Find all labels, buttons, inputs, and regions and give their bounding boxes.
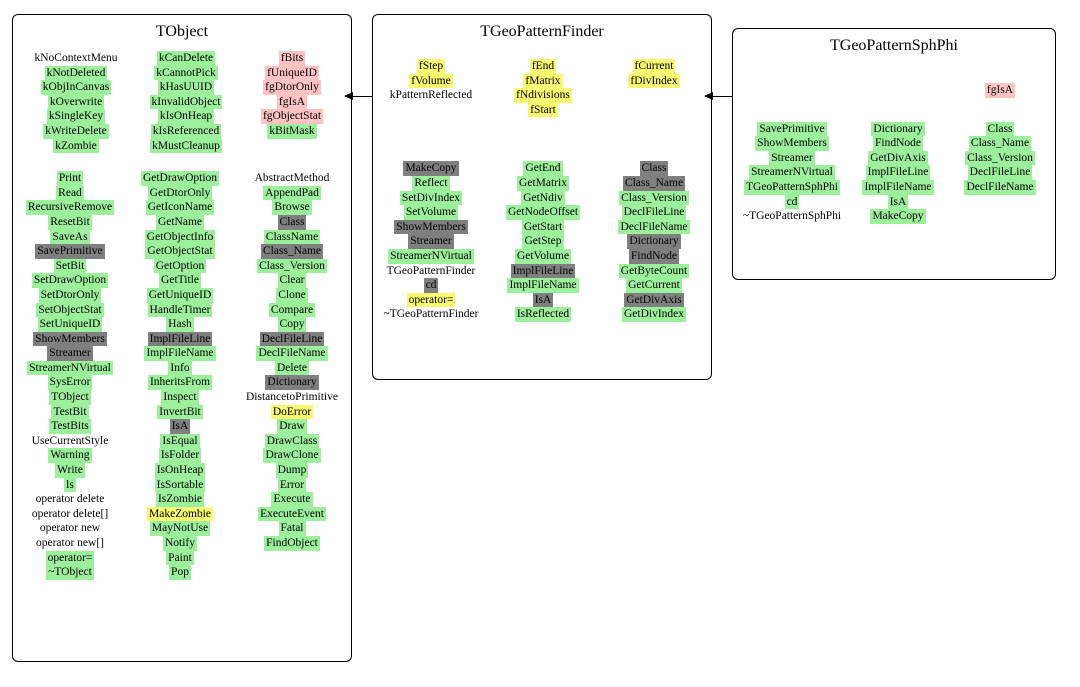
method-column-1 [488, 161, 598, 322]
method-column-0 [737, 122, 847, 224]
field-column-2 [240, 51, 344, 139]
member-item[interactable]: SaveAs [52, 230, 88, 243]
class-title-tobject: TObject [155, 23, 209, 40]
member-item[interactable]: kNoContextMenu [34, 52, 118, 64]
member-item[interactable]: Notify [164, 537, 196, 549]
member-item[interactable]: DeclFileLine [261, 332, 323, 345]
member-item[interactable]: Read [58, 186, 82, 199]
member-item[interactable]: fStart [530, 103, 556, 116]
member-item[interactable]: Inspect [163, 391, 197, 404]
class-box-tgeopatternsphphi[interactable] [732, 28, 1056, 280]
member-item[interactable]: Paint [168, 551, 192, 564]
member-item[interactable]: Class_Name [970, 137, 1030, 150]
fields-section-tgeopatternfinder [373, 59, 711, 117]
member-item[interactable]: FindObject [266, 537, 318, 549]
member-item[interactable]: DrawClone [265, 449, 319, 462]
member-item[interactable]: DeclFileLine [969, 166, 1031, 179]
member-item[interactable]: SetBit [55, 259, 85, 272]
member-item[interactable]: ImplFileLine [512, 264, 574, 277]
field-column-0 [20, 51, 132, 153]
member-item[interactable]: SavePrimitive [37, 245, 103, 258]
member-item[interactable]: ExecuteEvent [260, 507, 324, 520]
member-item[interactable]: Warning [50, 449, 90, 462]
member-item[interactable]: kCannotPick [156, 66, 216, 79]
member-item[interactable]: SetObjectStat [38, 303, 102, 316]
member-item[interactable]: MayNotUse [151, 522, 209, 535]
member-item[interactable]: SetDrawOption [33, 274, 107, 287]
member-item[interactable]: GetNodeOffset [507, 206, 579, 219]
member-item[interactable]: kWriteDelete [45, 124, 107, 137]
member-item[interactable]: SysError [49, 376, 91, 389]
member-item[interactable]: fgIsA [278, 95, 306, 108]
member-item[interactable]: fDivIndex [630, 74, 678, 87]
member-item[interactable]: FindNode [875, 137, 921, 150]
member-item[interactable]: IsReflected [516, 308, 570, 321]
member-item[interactable]: operator delete [35, 493, 105, 506]
member-item[interactable]: fVolume [411, 74, 451, 87]
member-item[interactable]: StreamerNVirtual [29, 361, 111, 374]
member-item[interactable]: fCurrent [634, 60, 674, 72]
member-item[interactable]: fMatrix [525, 74, 561, 87]
member-item[interactable]: ~TGeoPatternSphPhi [742, 210, 842, 223]
member-item[interactable]: IsFolder [160, 449, 200, 462]
member-item[interactable]: DeclFileLine [623, 206, 685, 219]
methods-section-tgeopatternsphphi [733, 122, 1055, 224]
member-item[interactable]: GetObjectInfo [146, 230, 214, 243]
member-item[interactable]: Write [57, 464, 83, 477]
field-column-1 [132, 51, 240, 153]
member-item[interactable]: fgIsA [986, 84, 1014, 96]
member-item[interactable]: Class_Version [621, 191, 687, 204]
member-item[interactable]: Reflect [414, 176, 448, 189]
member-item[interactable]: kSingleKey [48, 110, 104, 123]
member-item[interactable]: GetStart [523, 220, 563, 233]
member-item[interactable]: kBitMask [269, 124, 315, 137]
member-item[interactable]: ShowMembers [35, 332, 105, 345]
member-item[interactable]: FindNode [631, 249, 677, 262]
member-item[interactable]: StreamerNVirtual [751, 166, 833, 179]
class-box-tgeopatternfinder[interactable] [372, 14, 712, 380]
member-item[interactable]: ImplFileLine [867, 166, 929, 179]
member-item[interactable]: TestBit [53, 405, 87, 418]
member-item[interactable]: Execute [273, 493, 311, 506]
member-item[interactable]: GetEnd [525, 162, 561, 175]
member-item[interactable]: TestBits [51, 420, 89, 433]
member-item[interactable]: ShowMembers [757, 137, 827, 150]
member-item[interactable]: ImplFileName [509, 279, 577, 292]
member-item[interactable]: GetUniqueID [148, 288, 212, 301]
method-column-1 [126, 171, 234, 580]
member-item[interactable]: Dictionary [873, 122, 923, 135]
member-item[interactable]: fgDtorOnly [265, 81, 319, 94]
member-item[interactable]: cd [786, 195, 798, 208]
member-item[interactable]: SetVolume [405, 206, 457, 219]
member-item[interactable]: Streamer [410, 235, 452, 248]
member-item[interactable]: kHasUUID [159, 81, 213, 94]
member-item[interactable]: GetName [157, 215, 203, 228]
member-item[interactable]: Clear [279, 274, 305, 287]
member-item[interactable]: operator delete[] [31, 507, 109, 520]
methods-section-tobject [13, 171, 351, 580]
member-item[interactable]: HandleTimer [149, 303, 211, 316]
arrow-sphphi-to-finder [705, 96, 733, 97]
member-item[interactable]: operator new[] [35, 537, 104, 549]
member-item[interactable]: Clone [278, 288, 306, 301]
member-item[interactable]: GetObjectStat [147, 245, 213, 258]
member-item[interactable]: GetDivAxis [626, 293, 682, 306]
member-item[interactable]: ShowMembers [396, 220, 466, 233]
member-item[interactable]: Print [58, 172, 82, 185]
member-item[interactable]: kCanDelete [158, 52, 214, 64]
member-item[interactable]: IsA [889, 195, 907, 208]
member-item[interactable]: GetVolume [516, 249, 570, 262]
member-item[interactable]: Hash [168, 318, 192, 331]
member-item[interactable]: IsA [534, 293, 552, 306]
member-item[interactable]: Streamer [771, 151, 813, 164]
class-title-tgeopatternfinder: TGeoPatternFinder [480, 23, 604, 40]
member-item[interactable]: fEnd [531, 60, 555, 72]
member-item[interactable]: IsOnHeap [156, 464, 204, 477]
method-column-0 [14, 171, 126, 580]
member-item[interactable]: kOverwrite [49, 95, 103, 108]
member-item[interactable]: Copy [279, 318, 305, 331]
member-item[interactable]: ~TObject [48, 566, 92, 579]
method-column-0 [374, 161, 488, 322]
member-item[interactable]: DeclFileName [258, 347, 326, 360]
member-item[interactable]: Compare [270, 303, 314, 316]
member-item[interactable]: kNotDeleted [46, 66, 106, 79]
member-item[interactable]: GetTitle [161, 274, 199, 287]
member-item[interactable]: DeclFileName [620, 220, 688, 233]
method-column-2 [598, 161, 710, 322]
member-item[interactable]: Class [641, 162, 667, 175]
member-item[interactable]: IsA [171, 420, 189, 433]
member-item[interactable]: MakeCopy [872, 210, 924, 223]
member-item[interactable]: TObject [51, 391, 89, 404]
member-item[interactable]: IsZombie [157, 493, 203, 506]
member-item[interactable]: kInvalidObject [151, 95, 221, 108]
member-item[interactable]: kObjInCanvas [42, 81, 110, 94]
member-item[interactable]: kIsReferenced [152, 124, 220, 137]
member-item[interactable]: operator= [408, 293, 454, 306]
member-item[interactable]: Class [987, 122, 1013, 135]
member-item[interactable]: fBits [280, 52, 304, 64]
member-item[interactable]: GetByteCount [620, 264, 688, 277]
member-item[interactable]: Dump [277, 464, 307, 477]
member-item[interactable]: Pop [171, 566, 189, 579]
member-item[interactable]: GetNdiv [523, 191, 563, 204]
member-item[interactable]: GetDtorOnly [149, 186, 211, 199]
member-item[interactable]: UseCurrentStyle [31, 434, 109, 447]
member-item[interactable]: kZombie [55, 139, 97, 152]
member-item[interactable]: Error [279, 478, 305, 491]
member-item[interactable]: MakeCopy [405, 162, 457, 175]
member-item[interactable]: DeclFileName [966, 180, 1034, 193]
member-item[interactable]: DistancetoPrimitive [246, 391, 338, 404]
member-item[interactable]: GetDrawOption [142, 172, 218, 185]
field-column-0 [374, 59, 488, 103]
member-item[interactable]: ImplFileName [146, 347, 214, 360]
field-column-2 [947, 83, 1053, 98]
member-item[interactable]: operator= [47, 551, 93, 564]
member-item[interactable]: fgObjectStat [262, 110, 322, 123]
member-item[interactable]: AbstractMethod [254, 172, 330, 185]
member-item[interactable]: GetIconName [147, 201, 213, 214]
member-item[interactable]: ImplFileName [864, 180, 932, 193]
member-item[interactable]: fStep [418, 60, 444, 72]
fields-section-tobject [13, 51, 351, 153]
member-item[interactable]: IsSortable [156, 478, 204, 491]
member-item[interactable]: SetUniqueID [39, 318, 101, 331]
member-item[interactable]: fUniqueID [267, 66, 317, 79]
member-item[interactable]: SavePrimitive [759, 122, 825, 135]
member-item[interactable]: TGeoPatternSphPhi [746, 180, 838, 193]
member-item[interactable]: DrawClass [266, 434, 318, 447]
member-item[interactable]: GetStep [524, 235, 562, 248]
member-item[interactable]: TGeoPatternFinder [386, 264, 476, 277]
field-column-2 [598, 59, 710, 88]
member-item[interactable]: Class [279, 215, 305, 228]
member-item[interactable]: Dictionary [629, 235, 679, 248]
member-item[interactable]: Streamer [49, 347, 91, 360]
method-column-2 [234, 171, 350, 550]
member-item[interactable]: MakeZombie [149, 507, 211, 520]
member-item[interactable]: Dictionary [267, 376, 317, 389]
member-item[interactable]: RecursiveRemove [27, 201, 113, 214]
member-item[interactable]: GetDivIndex [623, 308, 685, 321]
member-item[interactable]: ClassName [265, 230, 319, 243]
member-item[interactable]: InvertBit [159, 405, 201, 418]
member-item[interactable]: ResetBit [50, 215, 90, 228]
field-column-1 [488, 59, 598, 117]
member-item[interactable]: GetDivAxis [870, 151, 926, 164]
class-box-tobject[interactable] [12, 14, 352, 662]
member-item[interactable]: Browse [274, 201, 310, 214]
member-item[interactable]: cd [425, 279, 437, 292]
member-item[interactable]: Draw [279, 420, 305, 433]
class-title-tgeopatternsphphi: TGeoPatternSphPhi [830, 37, 958, 54]
member-item[interactable]: Class_Name [262, 245, 322, 258]
member-item[interactable]: Class_Version [967, 151, 1033, 164]
member-item[interactable]: GetOption [155, 259, 205, 272]
member-item[interactable]: InheritsFrom [149, 376, 211, 389]
member-item[interactable]: ImplFileLine [149, 332, 211, 345]
member-item[interactable]: GetMatrix [519, 176, 567, 189]
member-item[interactable]: operator new [39, 522, 101, 535]
member-item[interactable]: SetDivIndex [401, 191, 461, 204]
member-item[interactable]: Fatal [280, 522, 304, 535]
member-item[interactable]: GetCurrent [628, 279, 680, 292]
arrow-finder-to-tobject [345, 96, 373, 97]
fields-section-tgeopatternsphphi [733, 83, 1055, 98]
method-column-1 [847, 122, 949, 224]
member-item[interactable]: StreamerNVirtual [390, 249, 472, 262]
member-item[interactable]: kIsOnHeap [159, 110, 213, 123]
member-item[interactable]: kMustCleanup [152, 139, 220, 152]
methods-section-tgeopatternfinder [373, 161, 711, 322]
method-column-2 [949, 122, 1051, 195]
member-item[interactable]: SetDtorOnly [40, 288, 100, 301]
member-item[interactable]: Class_Name [624, 176, 684, 189]
member-item[interactable]: IsEqual [162, 434, 198, 447]
member-item[interactable]: kPatternReflected [389, 89, 473, 102]
member-item[interactable]: Delete [276, 361, 307, 374]
member-item[interactable]: DoError [272, 405, 312, 418]
member-item[interactable]: ~TGeoPatternFinder [383, 308, 479, 321]
member-item[interactable]: ls [66, 478, 74, 491]
member-item[interactable]: Class_Version [259, 259, 325, 272]
member-item[interactable]: AppendPad [265, 186, 319, 199]
member-item[interactable]: Info [170, 361, 190, 374]
member-item[interactable]: fNdivisions [516, 89, 570, 102]
